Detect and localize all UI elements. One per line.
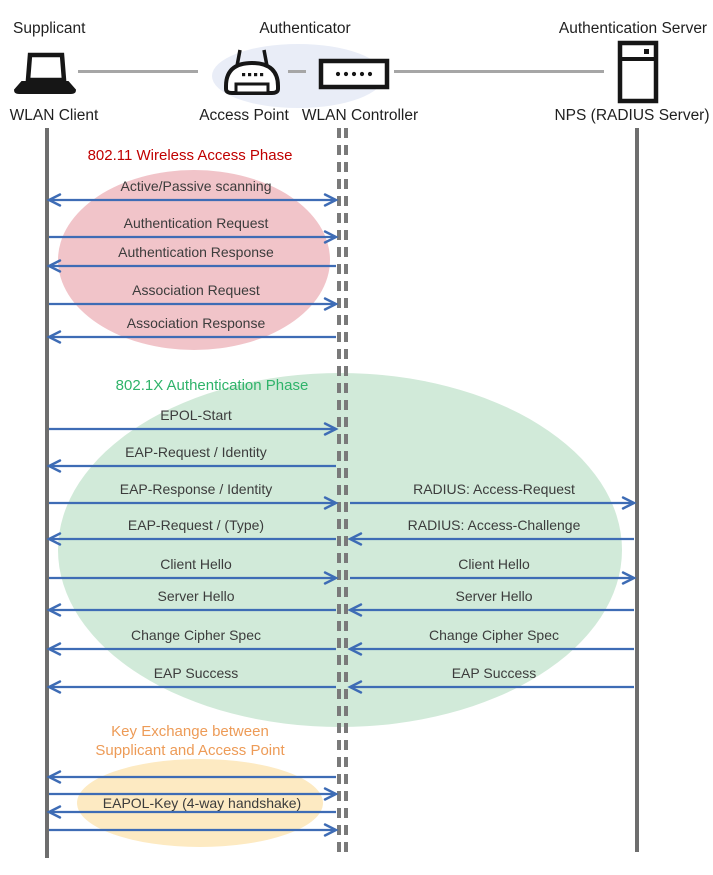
role-authentication-server: Authentication Server <box>558 20 708 37</box>
phase-title-dot1x-authentication: 802.1X Authentication Phase <box>115 377 309 394</box>
message-arrow <box>49 602 336 618</box>
message-arrow <box>49 421 336 437</box>
message-label: RADIUS: Access-Challenge <box>407 517 581 533</box>
message-label: Client Hello <box>160 556 232 572</box>
message-label: EAP-Response / Identity <box>119 481 273 497</box>
message-arrow <box>49 495 336 511</box>
message-label: EAP Success <box>153 665 239 681</box>
message-label: EPOL-Start <box>160 407 232 423</box>
label-access-point: Access Point <box>199 107 289 124</box>
message-arrow <box>49 769 336 785</box>
message-arrow <box>350 641 634 657</box>
connector-line <box>394 70 604 73</box>
connector-line <box>78 70 198 73</box>
message-arrow <box>49 192 336 208</box>
message-arrow <box>49 641 336 657</box>
message-arrow <box>350 495 634 511</box>
message-label: Authentication Request <box>123 215 269 231</box>
message-label: Association Request <box>132 282 260 298</box>
message-label: EAP-Request / (Type) <box>127 517 265 533</box>
message-arrow <box>350 570 634 586</box>
message-label: Server Hello <box>455 588 533 604</box>
message-arrow <box>49 258 336 274</box>
lifeline-radius-server <box>635 128 639 852</box>
access-point-icon <box>220 46 284 102</box>
message-arrow <box>350 602 634 618</box>
message-label: Server Hello <box>157 588 235 604</box>
connector-line <box>288 70 306 73</box>
message-label: Client Hello <box>458 556 530 572</box>
message-label: EAP Success <box>451 665 537 681</box>
message-arrow <box>350 679 634 695</box>
message-label: Active/Passive scanning <box>120 178 272 194</box>
message-label: Change Cipher Spec <box>429 627 559 643</box>
message-arrow <box>49 822 336 838</box>
phase-title-key-exchange: Key Exchange between Supplicant and Access Point <box>95 723 285 759</box>
label-wlan-controller: WLAN Controller <box>301 107 419 124</box>
role-authenticator: Authenticator <box>259 20 351 37</box>
role-supplicant: Supplicant <box>13 20 86 37</box>
wlan-controller-icon <box>318 58 390 90</box>
message-arrow <box>49 229 336 245</box>
server-icon <box>616 40 660 104</box>
message-label: Association Response <box>126 315 266 331</box>
message-arrow <box>350 531 634 547</box>
message-arrow <box>49 679 336 695</box>
message-label: Authentication Response <box>118 244 274 260</box>
message-label: Change Cipher Spec <box>131 627 261 643</box>
message-arrow <box>49 458 336 474</box>
message-arrow <box>49 570 336 586</box>
lifeline-authenticator-dashed-right <box>344 128 348 852</box>
laptop-icon <box>11 52 79 96</box>
message-arrow <box>49 531 336 547</box>
floating-label: EAPOL-Key (4-way handshake) <box>102 795 302 811</box>
phase-title-wireless-access: 802.11 Wireless Access Phase <box>87 147 293 164</box>
message-arrow <box>49 296 336 312</box>
message-label: RADIUS: Access-Request <box>413 481 575 497</box>
label-wlan-client: WLAN Client <box>9 107 99 124</box>
message-label: EAP-Request / Identity <box>125 444 267 460</box>
message-arrow <box>49 329 336 345</box>
label-nps-radius-server: NPS (RADIUS Server) <box>554 107 710 124</box>
